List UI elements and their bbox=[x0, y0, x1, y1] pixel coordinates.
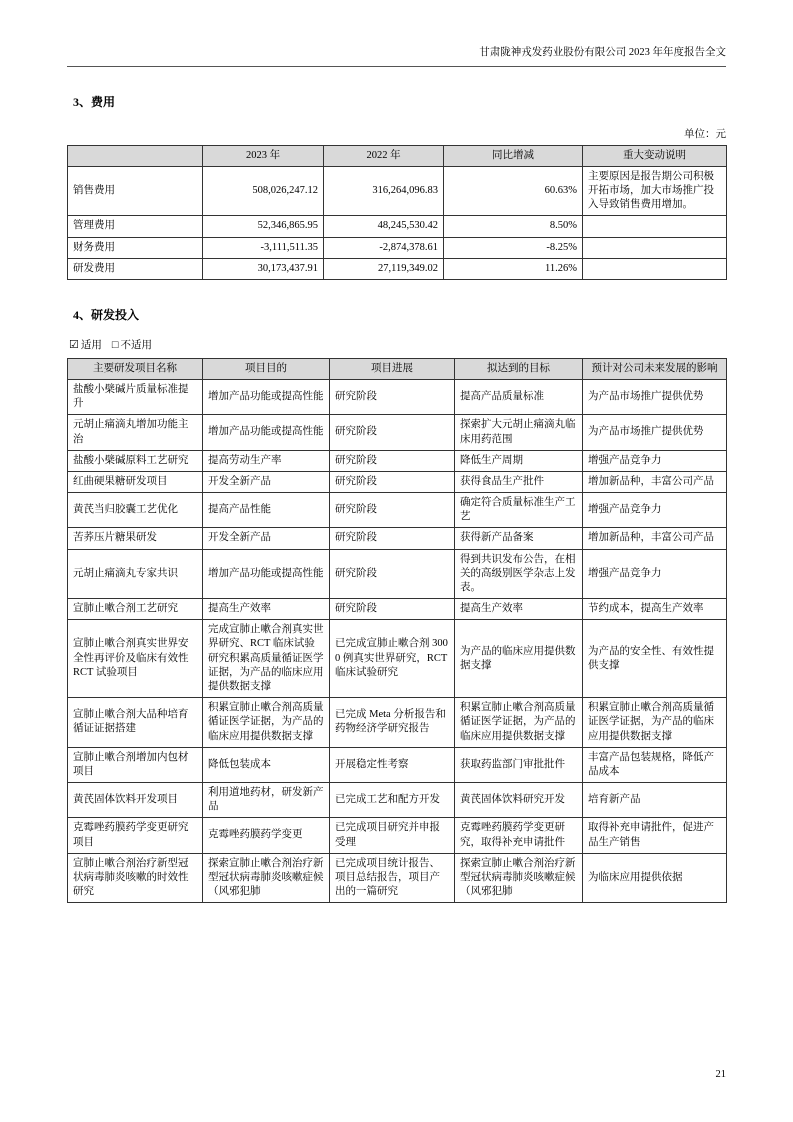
value-2023-cell: 30,173,437.91 bbox=[203, 258, 324, 279]
project-goal-cell: 降低生产周期 bbox=[455, 450, 583, 471]
not-applicable-label: 不适用 bbox=[120, 339, 153, 351]
project-impact-cell: 培育新产品 bbox=[583, 783, 727, 818]
expense-table-wrap bbox=[67, 145, 726, 280]
column-header: 拟达到的目标 bbox=[455, 358, 583, 379]
project-purpose-cell: 克霉唑药膜药学变更 bbox=[203, 818, 330, 853]
value-2022-cell: 316,264,096.83 bbox=[324, 166, 444, 216]
value-2022-cell: -2,874,378.61 bbox=[324, 237, 444, 258]
project-purpose-cell: 提高劳动生产率 bbox=[203, 450, 330, 471]
project-progress-cell: 研究阶段 bbox=[330, 493, 455, 528]
project-impact-cell: 为产品市场推广提供优势 bbox=[583, 415, 727, 450]
project-goal-cell: 提高生产效率 bbox=[455, 599, 583, 620]
project-name-cell: 红曲硬果糖研发项目 bbox=[68, 471, 203, 492]
table-row bbox=[68, 528, 727, 549]
project-progress-cell: 已完成项目统计报告、项目总结报告，项目产出的一篇研究 bbox=[330, 853, 455, 903]
checkbox-unchecked-icon: □ bbox=[111, 338, 119, 351]
project-purpose-cell: 降低包装成本 bbox=[203, 747, 330, 782]
table-row bbox=[68, 818, 727, 853]
project-purpose-cell: 增加产品功能或提高性能 bbox=[203, 380, 330, 415]
project-purpose-cell: 增加产品功能或提高性能 bbox=[203, 549, 330, 599]
column-header: 主要研发项目名称 bbox=[68, 358, 203, 379]
expense-table bbox=[67, 145, 727, 280]
value-2023-cell: -3,111,511.35 bbox=[203, 237, 324, 258]
project-impact-cell: 为产品的安全性、有效性提供支撑 bbox=[583, 620, 727, 698]
project-impact-cell: 增加新品种，丰富公司产品 bbox=[583, 528, 727, 549]
section-heading-rnd: 4、研发投入 bbox=[73, 307, 140, 322]
project-impact-cell: 增强产品竞争力 bbox=[583, 493, 727, 528]
project-name-cell: 黄芪当归胶囊工艺优化 bbox=[68, 493, 203, 528]
project-impact-cell: 积累宣肺止嗽合剂高质量循证医学证据，为产品的临床应用提供数据支撑 bbox=[583, 698, 727, 748]
column-header: 重大变动说明 bbox=[583, 145, 727, 166]
project-progress-cell: 开展稳定性考察 bbox=[330, 747, 455, 782]
rnd-table-body bbox=[68, 380, 727, 903]
project-progress-cell: 研究阶段 bbox=[330, 450, 455, 471]
table-row bbox=[68, 380, 727, 415]
project-name-cell: 克霉唑药膜药学变更研究项目 bbox=[68, 818, 203, 853]
project-impact-cell: 为临床应用提供依据 bbox=[583, 853, 727, 903]
column-header: 2023 年 bbox=[203, 145, 324, 166]
project-name-cell: 宣肺止嗽合剂增加内包材项目 bbox=[68, 747, 203, 782]
note-cell: 主要原因是报告期公司积极开拓市场，加大市场推广投入导致销售费用增加。 bbox=[583, 166, 727, 216]
table-row bbox=[68, 599, 727, 620]
project-progress-cell: 研究阶段 bbox=[330, 415, 455, 450]
project-purpose-cell: 探索宣肺止嗽合剂治疗新型冠状病毒肺炎咳嗽症候（风邪犯肺 bbox=[203, 853, 330, 903]
unit-label: 单位：元 bbox=[684, 128, 726, 140]
expense-name-cell: 财务费用 bbox=[68, 237, 203, 258]
project-progress-cell: 研究阶段 bbox=[330, 471, 455, 492]
page-number: 21 bbox=[715, 1069, 726, 1080]
table-row bbox=[68, 783, 727, 818]
table-row bbox=[68, 216, 727, 237]
note-cell bbox=[583, 216, 727, 237]
project-name-cell: 黄芪固体饮料开发项目 bbox=[68, 783, 203, 818]
column-header: 2022 年 bbox=[324, 145, 444, 166]
table-row bbox=[68, 450, 727, 471]
project-purpose-cell: 增加产品功能或提高性能 bbox=[203, 415, 330, 450]
expense-table-body bbox=[68, 166, 727, 279]
column-header: 项目目的 bbox=[203, 358, 330, 379]
table-row bbox=[68, 237, 727, 258]
project-goal-cell: 克霉唑药膜药学变更研究，取得补充申请批件 bbox=[455, 818, 583, 853]
table-row bbox=[68, 258, 727, 279]
rnd-table-wrap bbox=[67, 358, 726, 903]
project-name-cell: 元胡止痛滴丸增加功能主治 bbox=[68, 415, 203, 450]
expense-name-cell: 管理费用 bbox=[68, 216, 203, 237]
rnd-table bbox=[67, 358, 727, 903]
project-impact-cell: 增强产品竞争力 bbox=[583, 549, 727, 599]
table-row bbox=[68, 471, 727, 492]
checkbox-checked-icon: ☑ bbox=[69, 338, 79, 351]
applicability-line bbox=[69, 337, 726, 352]
project-goal-cell: 获得新产品备案 bbox=[455, 528, 583, 549]
project-impact-cell: 为产品市场推广提供优势 bbox=[583, 380, 727, 415]
table-row bbox=[68, 549, 727, 599]
applicable-label: 适用 bbox=[80, 339, 102, 351]
change-cell: 11.26% bbox=[444, 258, 583, 279]
project-progress-cell: 已完成项目研究并申报受理 bbox=[330, 818, 455, 853]
project-goal-cell: 探索扩大元胡止痛滴丸临床用药范围 bbox=[455, 415, 583, 450]
project-progress-cell: 研究阶段 bbox=[330, 549, 455, 599]
project-impact-cell: 取得补充申请批件，促进产品生产销售 bbox=[583, 818, 727, 853]
project-progress-cell: 已完成宣肺止嗽合剂 3000 例真实世界研究，RCT 临床试验研究 bbox=[330, 620, 455, 698]
project-progress-cell: 研究阶段 bbox=[330, 599, 455, 620]
project-progress-cell: 研究阶段 bbox=[330, 380, 455, 415]
project-impact-cell: 节约成本，提高生产效率 bbox=[583, 599, 727, 620]
project-goal-cell: 获取药监部门审批批件 bbox=[455, 747, 583, 782]
table-row bbox=[68, 415, 727, 450]
column-header: 项目进展 bbox=[330, 358, 455, 379]
header-row bbox=[68, 145, 727, 166]
table-row bbox=[68, 747, 727, 782]
expense-table-head bbox=[68, 145, 727, 166]
note-cell bbox=[583, 237, 727, 258]
project-purpose-cell: 开发全新产品 bbox=[203, 528, 330, 549]
project-goal-cell: 探索宣肺止嗽合剂治疗新型冠状病毒肺炎咳嗽症候（风邪犯肺 bbox=[455, 853, 583, 903]
project-goal-cell: 积累宣肺止嗽合剂高质量循证医学证据，为产品的临床应用提供数据支撑 bbox=[455, 698, 583, 748]
project-purpose-cell: 积累宣肺止嗽合剂高质量循证医学证据，为产品的临床应用提供数据支撑 bbox=[203, 698, 330, 748]
column-header: 同比增减 bbox=[444, 145, 583, 166]
project-purpose-cell: 提高产品性能 bbox=[203, 493, 330, 528]
project-name-cell: 元胡止痛滴丸专家共识 bbox=[68, 549, 203, 599]
project-goal-cell: 为产品的临床应用提供数据支撑 bbox=[455, 620, 583, 698]
project-progress-cell: 研究阶段 bbox=[330, 528, 455, 549]
expense-name-cell: 销售费用 bbox=[68, 166, 203, 216]
project-progress-cell: 已完成工艺和配方开发 bbox=[330, 783, 455, 818]
value-2023-cell: 52,346,865.95 bbox=[203, 216, 324, 237]
table-row bbox=[68, 698, 727, 748]
project-purpose-cell: 开发全新产品 bbox=[203, 471, 330, 492]
project-impact-cell: 增加新品种，丰富公司产品 bbox=[583, 471, 727, 492]
document-header bbox=[67, 46, 726, 67]
project-name-cell: 盐酸小檗碱原料工艺研究 bbox=[68, 450, 203, 471]
project-impact-cell: 增强产品竞争力 bbox=[583, 450, 727, 471]
project-purpose-cell: 利用道地药材，研发新产品 bbox=[203, 783, 330, 818]
project-purpose-cell: 完成宣肺止嗽合剂真实世界研究、RCT 临床试验研究积累高质量循证医学证据，为产品的临床应用提供数据支撑 bbox=[203, 620, 330, 698]
project-name-cell: 盐酸小檗碱片质量标准提升 bbox=[68, 380, 203, 415]
document-title: 甘肃陇神戎发药业股份有限公司 2023 年年度报告全文 bbox=[479, 47, 726, 58]
change-cell: 60.63% bbox=[444, 166, 583, 216]
project-name-cell: 苦荞压片糖果研发 bbox=[68, 528, 203, 549]
project-name-cell: 宣肺止嗽合剂工艺研究 bbox=[68, 599, 203, 620]
column-header: 预计对公司未来发展的影响 bbox=[583, 358, 727, 379]
table-row bbox=[68, 853, 727, 903]
project-purpose-cell: 提高生产效率 bbox=[203, 599, 330, 620]
table-row bbox=[68, 620, 727, 698]
value-2023-cell: 508,026,247.12 bbox=[203, 166, 324, 216]
project-goal-cell: 黄芪固体饮料研究开发 bbox=[455, 783, 583, 818]
note-cell bbox=[583, 258, 727, 279]
table-row bbox=[68, 493, 727, 528]
project-progress-cell: 已完成 Meta 分析报告和药物经济学研究报告 bbox=[330, 698, 455, 748]
project-goal-cell: 得到共识发布公告，在相关的高级别医学杂志上发表。 bbox=[455, 549, 583, 599]
header-row bbox=[68, 358, 727, 379]
project-goal-cell: 提高产品质量标准 bbox=[455, 380, 583, 415]
project-goal-cell: 获得食品生产批件 bbox=[455, 471, 583, 492]
project-impact-cell: 丰富产品包装规格，降低产品成本 bbox=[583, 747, 727, 782]
project-goal-cell: 确定符合质量标准生产工艺 bbox=[455, 493, 583, 528]
table-row bbox=[68, 166, 727, 216]
expense-name-cell: 研发费用 bbox=[68, 258, 203, 279]
column-header bbox=[68, 145, 203, 166]
change-cell: 8.50% bbox=[444, 216, 583, 237]
project-name-cell: 宣肺止嗽合剂真实世界安全性再评价及临床有效性 RCT 试验项目 bbox=[68, 620, 203, 698]
change-cell: -8.25% bbox=[444, 237, 583, 258]
value-2022-cell: 27,119,349.02 bbox=[324, 258, 444, 279]
project-name-cell: 宣肺止嗽合剂大品种培育循证证据搭建 bbox=[68, 698, 203, 748]
value-2022-cell: 48,245,530.42 bbox=[324, 216, 444, 237]
section-heading-expense: 3、费用 bbox=[73, 94, 116, 109]
project-name-cell: 宣肺止嗽合剂治疗新型冠状病毒肺炎咳嗽的时效性研究 bbox=[68, 853, 203, 903]
rnd-table-head bbox=[68, 358, 727, 379]
